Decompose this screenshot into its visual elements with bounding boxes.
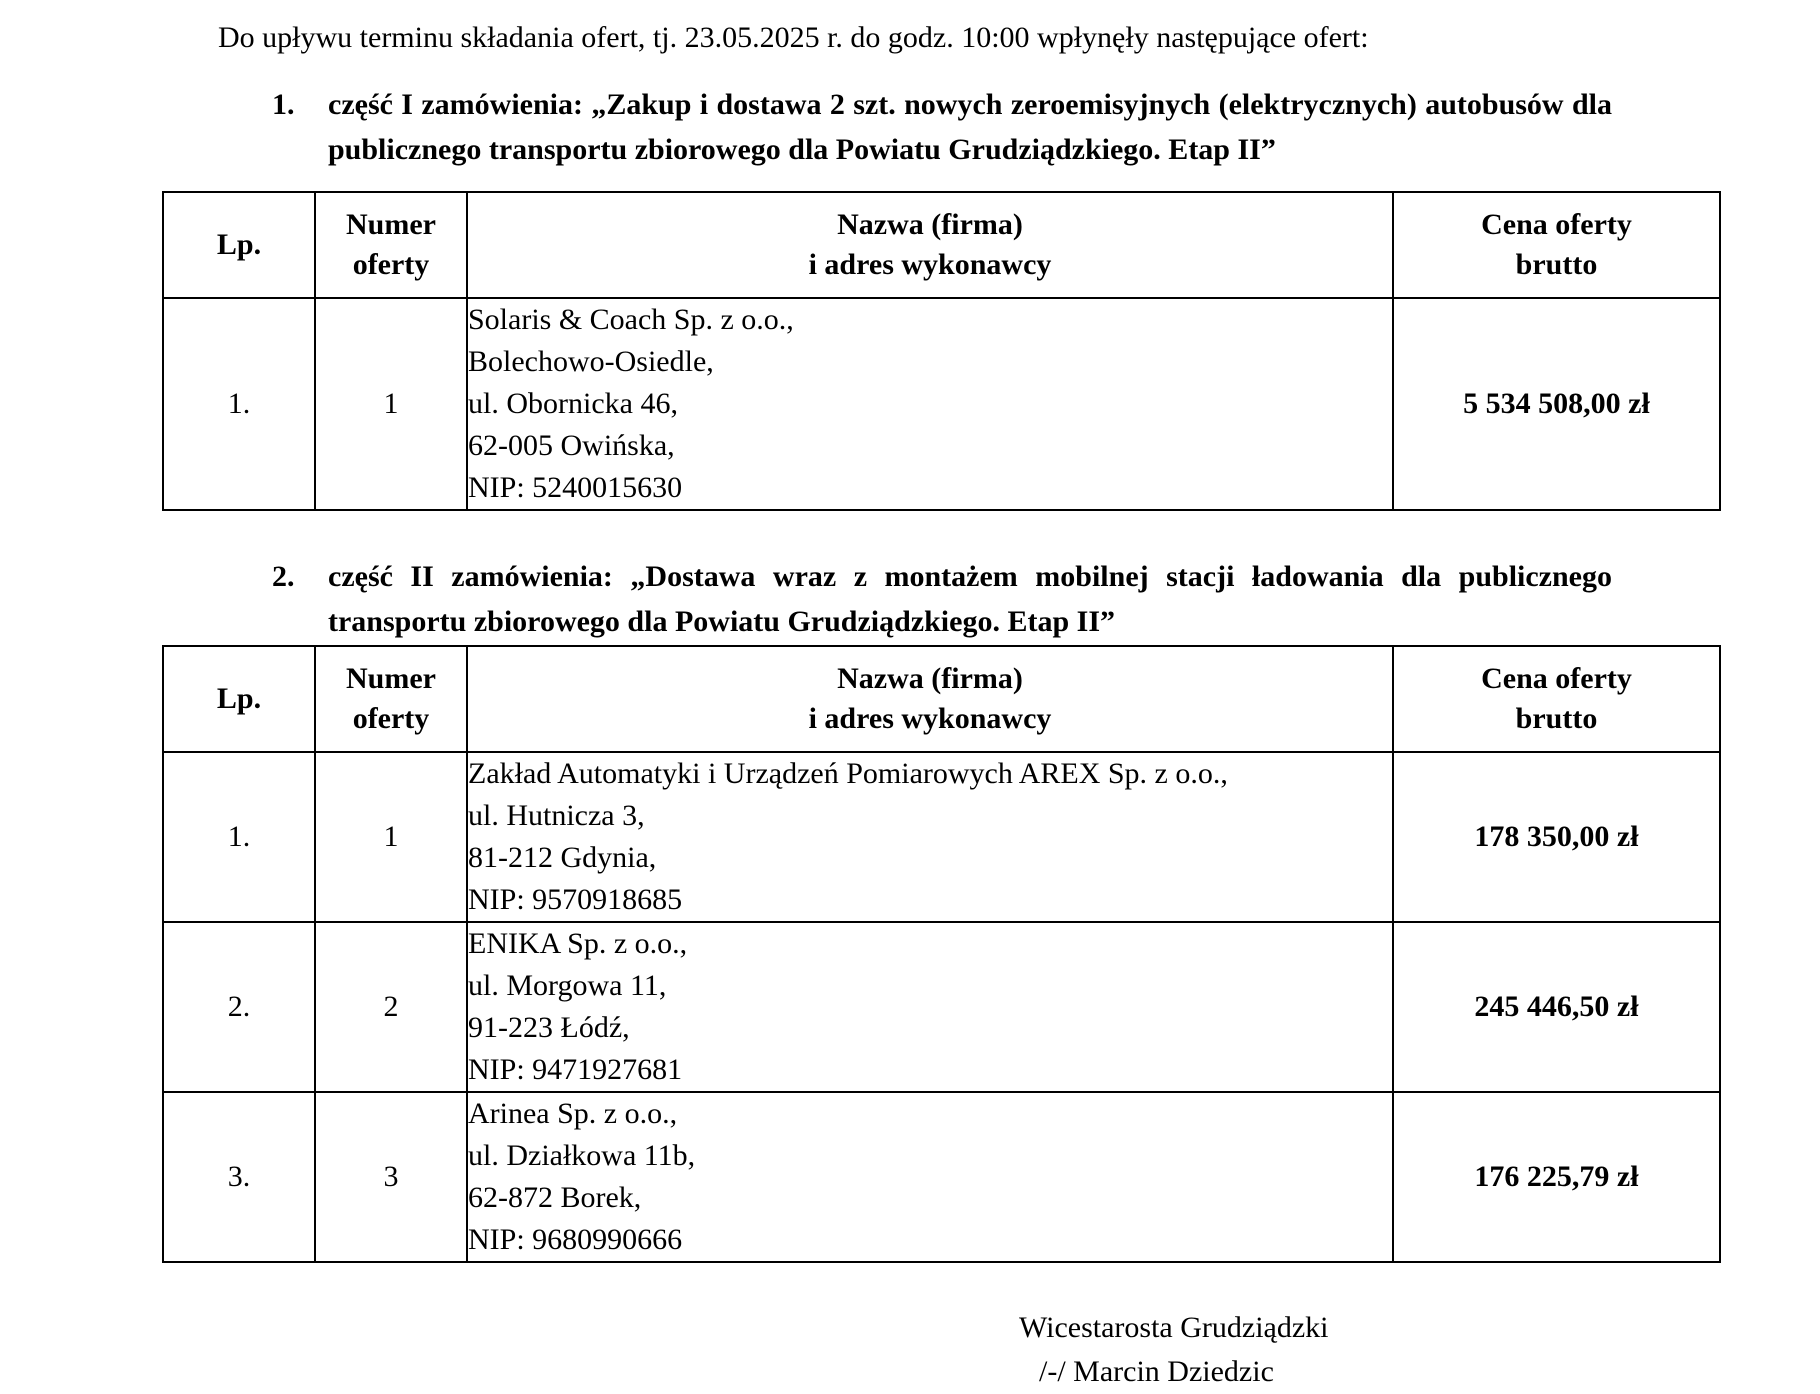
address-line: ENIKA Sp. z o.o.,	[468, 927, 688, 960]
cell-price: 245 446,50 zł	[1393, 922, 1720, 1092]
cell-address	[467, 1092, 1393, 1262]
section-2-heading	[272, 554, 1612, 644]
column-header-numer: Numer oferty	[315, 192, 467, 298]
address-line: 62-872 Borek,	[468, 1181, 642, 1214]
column-header-lp: Lp.	[163, 192, 315, 298]
table-header-row	[163, 646, 1720, 752]
column-header-numer: Numer oferty	[315, 646, 467, 752]
address-line: 81-212 Gdynia,	[468, 841, 657, 874]
cell-numer: 3	[315, 1092, 467, 1262]
column-header-cena: Cena oferty brutto	[1393, 192, 1720, 298]
intro-paragraph: Do upływu terminu składania ofert, tj. 23.05.2025 r. do godz. 10:00 wpłynęły następujące ofert:	[218, 21, 1369, 54]
section-1-heading	[272, 82, 1612, 172]
signature-title: Wicestarosta Grudziądzki	[1019, 1311, 1329, 1344]
table-header-row	[163, 192, 1720, 298]
cell-lp: 1.	[163, 298, 315, 510]
address-line: NIP: 5240015630	[468, 471, 683, 504]
table-row	[163, 922, 1720, 1092]
signature-name: /-/ Marcin Dziedzic	[1039, 1355, 1274, 1388]
table-row	[163, 752, 1720, 922]
address-line: 91-223 Łódź,	[468, 1011, 630, 1044]
cell-numer: 1	[315, 298, 467, 510]
offers-table-part-2	[162, 645, 1721, 1263]
address-line: NIP: 9680990666	[468, 1223, 683, 1256]
column-header-cena: Cena oferty brutto	[1393, 646, 1720, 752]
address-line: ul. Hutnicza 3,	[468, 799, 645, 832]
address-line: ul. Działkowa 11b,	[468, 1139, 696, 1172]
section-title: część I zamówienia: „Zakup i dostawa 2 szt. nowych zeroemisyjnych (elektrycznych) autobusów dla publicznego transportu zbiorowego dla Powiatu Grudziądzkiego. Etap II”	[328, 88, 1612, 166]
signature-block	[1019, 1306, 1329, 1394]
cell-lp: 1.	[163, 752, 315, 922]
address-line: NIP: 9471927681	[468, 1053, 683, 1086]
cell-lp: 3.	[163, 1092, 315, 1262]
cell-address	[467, 922, 1393, 1092]
address-line: Zakład Automatyki i Urządzeń Pomiarowych AREX Sp. z o.o.,	[468, 757, 1228, 790]
column-header-nazwa: Nazwa (firma) i adres wykonawcy	[467, 646, 1393, 752]
address-line: ul. Morgowa 11,	[468, 969, 667, 1002]
cell-price: 178 350,00 zł	[1393, 752, 1720, 922]
address-line: Solaris & Coach Sp. z o.o.,	[468, 303, 794, 336]
table-row	[163, 1092, 1720, 1262]
address-line: Arinea Sp. z o.o.,	[468, 1097, 678, 1130]
column-header-lp: Lp.	[163, 646, 315, 752]
address-line: ul. Obornicka 46,	[468, 387, 678, 420]
cell-numer: 1	[315, 752, 467, 922]
section-number: 2.	[272, 560, 295, 593]
cell-address	[467, 752, 1393, 922]
section-number: 1.	[272, 88, 295, 121]
table-row	[163, 298, 1720, 510]
cell-price: 176 225,79 zł	[1393, 1092, 1720, 1262]
address-line: NIP: 9570918685	[468, 883, 683, 916]
cell-price: 5 534 508,00 zł	[1393, 298, 1720, 510]
section-title: część II zamówienia: „Dostawa wraz z montażem mobilnej stacji ładowania dla publicznego transportu zbiorowego dla Powiatu Grudziądzkiego. Etap II”	[328, 560, 1612, 638]
offers-table-part-1	[162, 191, 1721, 511]
cell-numer: 2	[315, 922, 467, 1092]
cell-address	[467, 298, 1393, 510]
cell-lp: 2.	[163, 922, 315, 1092]
address-line: 62-005 Owińska,	[468, 429, 675, 462]
address-line: Bolechowo-Osiedle,	[468, 345, 714, 378]
column-header-nazwa: Nazwa (firma) i adres wykonawcy	[467, 192, 1393, 298]
